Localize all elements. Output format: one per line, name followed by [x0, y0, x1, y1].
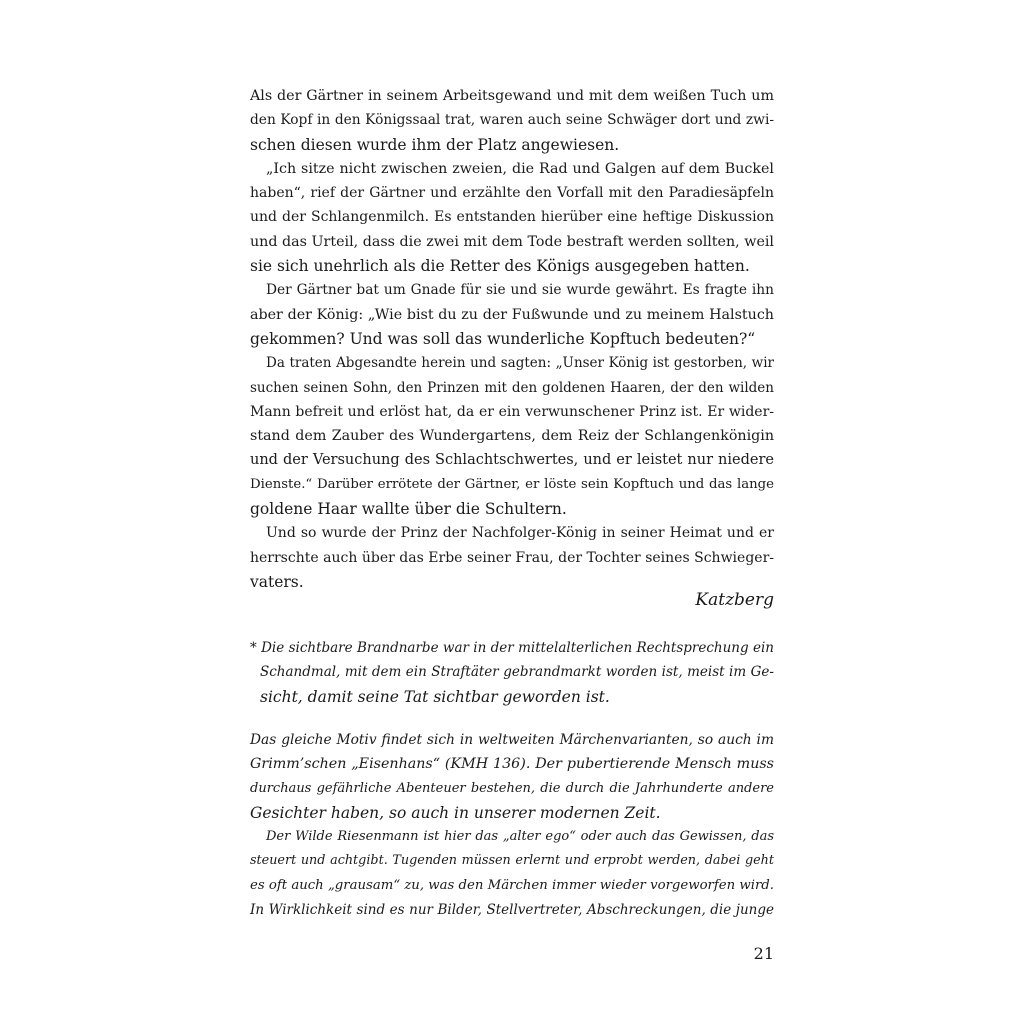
- commentary-line: durchaus gefährliche Abenteuer bestehen, die durch die Jahrhunderte andere: [250, 780, 774, 796]
- text-line: Und so wurde der Prinz der Nachfolger-König in seiner Heimat und er: [266, 525, 774, 542]
- footnote-line: * Die sichtbare Brandnarbe war in der mittelalterlichen Rechtsprechung ein: [250, 640, 774, 656]
- commentary-text: [250, 728, 774, 922]
- text-line: Da traten Abgesandte herein und sagten: „Unser König ist gestorben, wir: [266, 355, 774, 372]
- footnote: [250, 636, 774, 709]
- text-line: schen diesen wurde ihm der Platz angewiesen.: [250, 135, 620, 154]
- commentary-line: Der Wilde Riesenmann ist hier das „alter ego“ oder auch das Gewissen, das: [266, 829, 774, 845]
- author-signature: Katzberg: [695, 590, 774, 610]
- text-line: goldene Haar wallte über die Schultern.: [250, 500, 567, 519]
- text-line: Als der Gärtner in seinem Arbeitsgewand und mit dem weißen Tuch um: [250, 88, 774, 104]
- text-line: den Kopf in den Königssaal trat, waren auch seine Schwäger dort und zwi-: [250, 112, 774, 129]
- text-line: „Ich sitze nicht zwischen zweien, die Rad und Galgen auf dem Buckel: [266, 160, 774, 177]
- text-line: suchen seinen Sohn, den Prinzen mit den goldenen Haaren, der den wilden: [250, 379, 774, 396]
- page-number: 21: [753, 944, 774, 963]
- text-line: sie sich unehrlich als die Retter des Königs ausgegeben hatten.: [250, 257, 750, 276]
- footnote-line: sicht, damit seine Tat sichtbar geworden ist.: [260, 687, 610, 706]
- commentary-line: Gesichter haben, so auch in unserer modernen Zeit.: [250, 803, 661, 822]
- footnote-line: Schandmal, mit dem ein Straftäter gebrandmarkt worden ist, meist im Ge-: [260, 664, 774, 681]
- commentary-line: steuert und achtgibt. Tugenden müssen erlernt und erprobt werden, dabei geht: [250, 853, 774, 869]
- text-line: haben“, rief der Gärtner und erzählte den Vorfall mit den Paradiesäpfeln: [250, 185, 774, 202]
- commentary-line: Grimm’schen „Eisenhans“ (KMH 136). Der pubertierende Mensch muss: [250, 756, 774, 773]
- text-line: Mann befreit und erlöst hat, da er ein verwunschener Prinz ist. Er wider-: [250, 403, 774, 420]
- text-line: und das Urteil, dass die zwei mit dem Tode bestraft werden sollten, weil: [250, 233, 774, 250]
- text-line: herrschte auch über das Erbe seiner Frau, der Tochter seines Schwieger-: [250, 549, 774, 566]
- commentary-line: es oft auch „grausam“ zu, was den Märchen immer wieder vorgeworfen wird.: [250, 877, 774, 893]
- text-line: stand dem Zauber des Wundergartens, dem Reiz der Schlangenkönigin: [250, 428, 774, 445]
- text-line: gekommen? Und was soll das wunderliche Kopftuch bedeuten?“: [250, 329, 756, 348]
- commentary-line: Das gleiche Motiv findet sich in weltweiten Märchenvarianten, so auch im: [250, 732, 774, 748]
- story-text: [250, 84, 774, 594]
- commentary-line: In Wirklichkeit sind es nur Bilder, Stellvertreter, Abschreckungen, die junge: [250, 902, 774, 919]
- text-line: und der Versuchung des Schlachtschwertes, und er leistet nur niedere: [250, 452, 774, 469]
- text-line: und der Schlangenmilch. Es entstanden hierüber eine heftige Diskussion: [250, 209, 774, 226]
- text-line: Dienste.“ Darüber errötete der Gärtner, er löste sein Kopftuch und das lange: [250, 476, 774, 492]
- text-line: vaters.: [250, 572, 304, 591]
- text-line: aber der König: „Wie bist du zu der Fußwunde und zu meinem Halstuch: [250, 306, 774, 323]
- text-line: Der Gärtner bat um Gnade für sie und sie wurde gewährt. Es fragte ihn: [266, 282, 774, 299]
